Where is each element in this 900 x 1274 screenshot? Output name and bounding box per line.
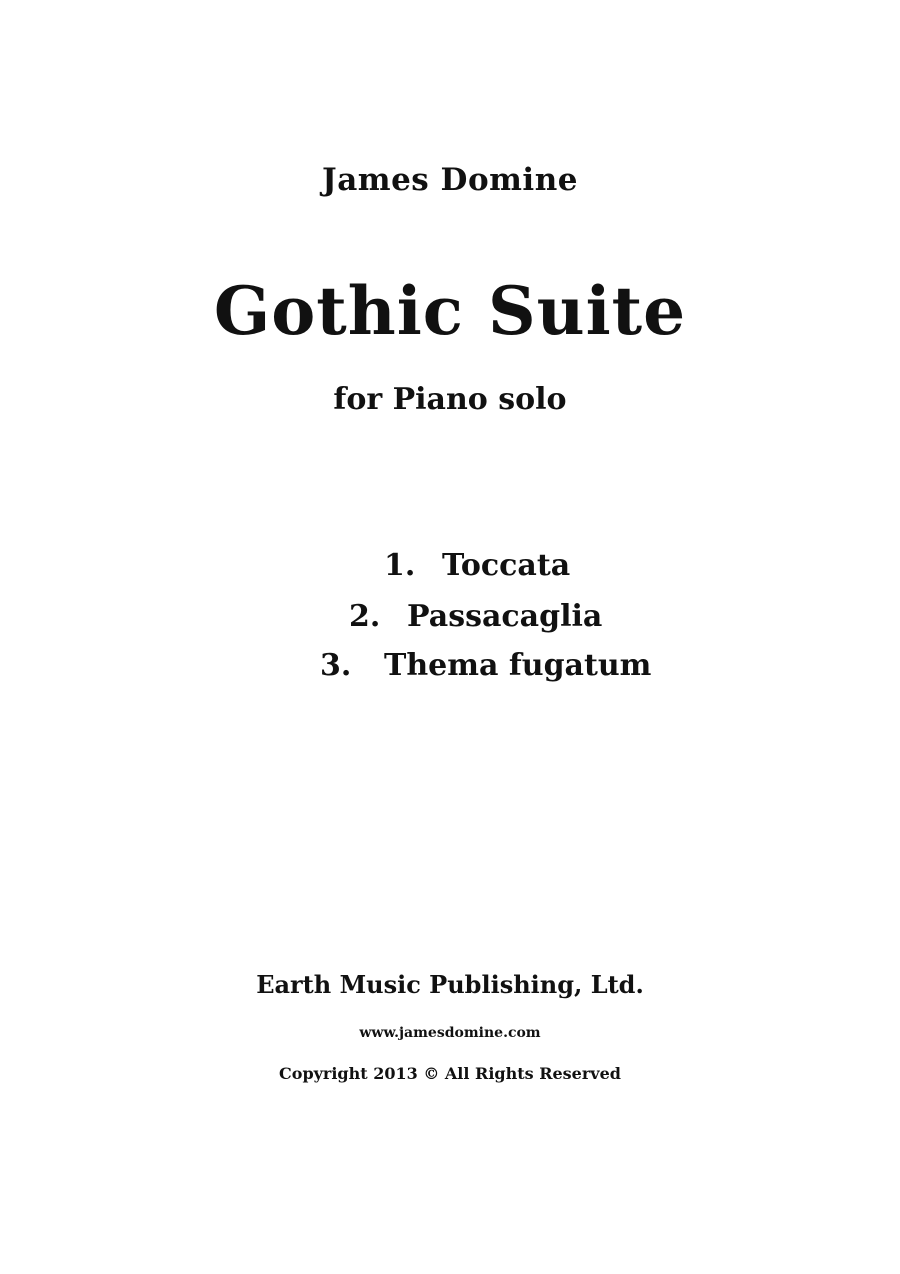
movement-name: Passacaglia bbox=[407, 599, 603, 634]
composer-name: James Domine bbox=[322, 162, 578, 198]
movement-name: Thema fugatum bbox=[384, 648, 652, 683]
instrumentation-subtitle: for Piano solo bbox=[333, 382, 567, 417]
movement-item-passacaglia bbox=[349, 599, 602, 639]
website-link[interactable]: www.jamesdomine.com bbox=[359, 1025, 541, 1041]
movement-number: 1. bbox=[384, 548, 416, 583]
movement-item-toccata bbox=[384, 548, 570, 588]
movement-item-thema-fugatum bbox=[320, 648, 651, 688]
publisher-name: Earth Music Publishing, Ltd. bbox=[256, 970, 644, 999]
copyright-notice: Copyright 2013 © All Rights Reserved bbox=[279, 1064, 621, 1083]
movement-number: 3. bbox=[320, 648, 352, 683]
movement-number: 2. bbox=[349, 599, 381, 634]
work-title: Gothic Suite bbox=[213, 272, 687, 350]
movement-name: Toccata bbox=[442, 548, 571, 583]
